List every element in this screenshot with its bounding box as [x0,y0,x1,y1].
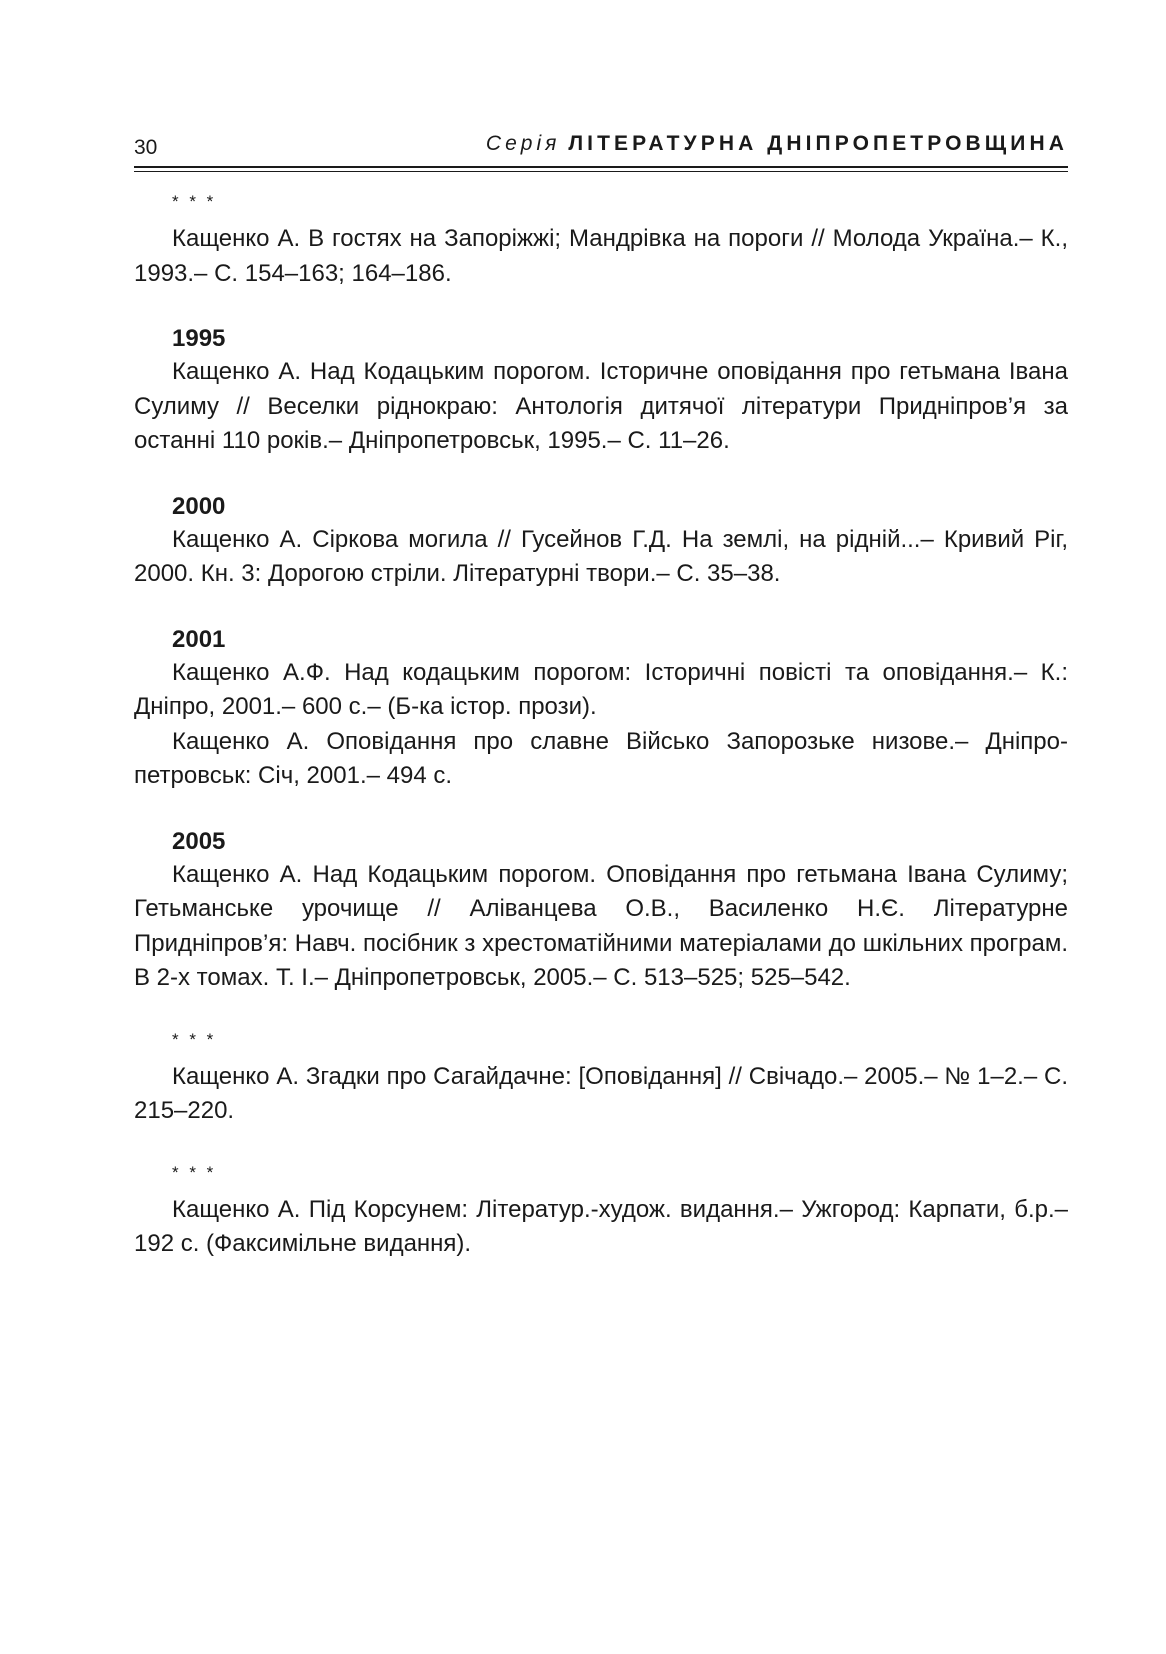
series-name: ЛІТЕРАТУРНА ДНІПРОПЕТРОВЩИНА [568,132,1068,155]
running-header [134,126,1068,166]
bibliography-entry: Кащенко А. В гостях на Запоріжжі; Мандрівка на пороги // Молода Україна.– К., 1993.– С. 154–163; 164–186. [134,225,1068,287]
year-heading: 2000 [172,492,226,520]
section-1995 [134,323,1068,459]
section-2001 [134,624,1068,794]
section-2005 [134,826,1068,996]
section-stars-1 [134,190,1068,291]
header-rule-thin [134,171,1068,172]
series-label: Серія [485,132,561,155]
section-separator: * * * [172,1162,217,1182]
bibliography-entry: Кащенко А. Оповідання про славне Військо Запорозьке низове.– Дніпропетровськ: Січ, 2001.– 494 с. [134,727,1068,789]
section-separator: * * * [172,1029,217,1049]
bibliography-entry: Кащенко А.Ф. Над кодацьким порогом: Історичні повісті та оповідання.– К.: Дніпро, 2001.– 600 с.– (Б-ка істор. прози). [134,658,1068,720]
section-stars-3 [134,1161,1068,1262]
year-heading: 2001 [172,625,226,653]
page-number: 30 [134,136,158,159]
year-heading: 2005 [172,827,226,855]
bibliography-entry: Кащенко А. Згадки про Сагайдачне: [Оповідання] // Свічадо.– 2005.– № 1–2.– С. 215–220. [134,1062,1068,1124]
bibliography-list [134,190,1068,1294]
bibliography-entry: Кащенко А. Над Кодацьким порогом. Історичне оповідання про гетьмана Івана Сулиму // Веселки ріднокраю: Антологія дитячої літератури Придніпров’я за останні 110 років.– Дніпропетровськ, 1995.– С. 11–26. [134,358,1068,454]
year-heading: 1995 [172,325,226,352]
header-rule-thick [134,166,1068,168]
document-page [134,0,1068,1654]
section-2000 [134,491,1068,592]
bibliography-entry: Кащенко А. Під Корсунем: Літератур.-худож. видання.– Ужгород: Карпати, б.р.– 192 с. (Факсимільне видання). [134,1195,1068,1257]
bibliography-entry: Кащенко А. Над Кодацьким порогом. Оповідання про гетьмана Івана Сулиму; Гетьманське урочище // Аліванцева О.В., Василенко Н.Є. Літературне Придніпров’я: Навч. посібник з хрестоматійними матеріалами до шкільних програм. В 2-х томах. Т. I.– Дніпропетровськ, 2005.– С. 513–525; 525–542. [134,860,1068,991]
series-title [486,132,1068,156]
section-separator: * * * [172,192,217,211]
section-stars-2 [134,1028,1068,1129]
bibliography-entry: Кащенко А. Сіркова могила // Гусейнов Г.Д. На землі, на рідній...– Кривий Ріг, 2000. Кн. 3: Дорогою стріли. Літературні твори.– С. 35–38. [134,525,1068,587]
